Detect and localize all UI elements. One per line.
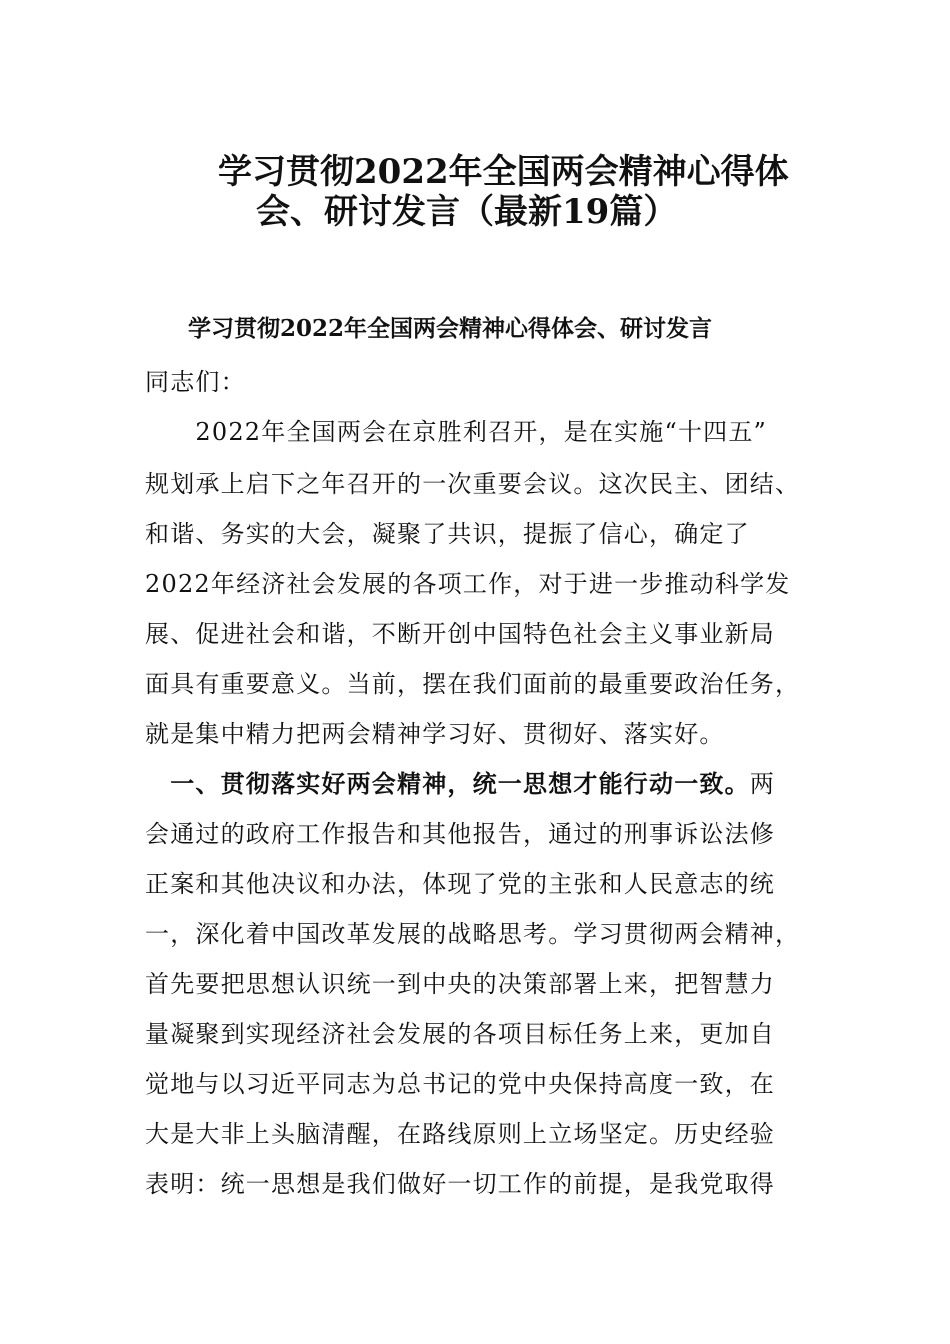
paragraph-1-line: 就是集中精力把两会精神学习好、贯彻好、落实好。 [145,720,725,748]
paragraph-1-line: 面具有重要意义。当前，摆在我们面前的最重要政治任务， [145,670,801,698]
paragraph-1-line: 2022年经济社会发展的各项工作，对于进一步推动科学发 [145,570,791,598]
paragraph-2-line: 正案和其他决议和办法，体现了党的主张和人民意志的统 [145,870,775,898]
section-subtitle: 学习贯彻2022年全国两会精神心得体会、研讨发言 [188,315,713,342]
title-line-1: 学习贯彻2022年全国两会精神心得体 [218,152,789,192]
paragraph-2-line: 一，深化着中国改革发展的战略思考。学习贯彻两会精神， [145,920,801,948]
paragraph-2-line: 觉地与以习近平同志为总书记的党中央保持高度一致，在 [145,1070,775,1098]
paragraph-1-line: 展、促进社会和谐，不断开创中国特色社会主义事业新局 [145,620,775,648]
paragraph-2-line: 首先要把思想认识统一到中央的决策部署上来，把智慧力 [145,970,775,998]
salutation: 同志们： [145,368,246,396]
paragraph-1-line: 规划承上启下之年召开的一次重要会议。这次民主、团结、 [145,470,801,498]
section-heading: 一、贯彻落实好两会精神，统一思想才能行动一致。 [145,769,750,798]
paragraph-1-line: 和谐、务实的大会，凝聚了共识，提振了信心，确定了 [145,520,750,548]
title-line-2: 会、研讨发言（最新19篇） [256,192,678,232]
paragraph-2-line: 大是大非上头脑清醒，在路线原则上立场坚定。历史经验 [145,1120,775,1148]
paragraph-1-line: 2022年全国两会在京胜利召开，是在实施“十四五” [145,418,768,446]
paragraph-2-first-line [145,764,775,799]
paragraph-2-start: 两 [749,770,776,798]
paragraph-2-line: 表明：统一思想是我们做好一切工作的前提，是我党取得 [145,1170,775,1198]
paragraph-2-line: 量凝聚到实现经济社会发展的各项目标任务上来，更加自 [145,1020,775,1048]
paragraph-2-line: 会通过的政府工作报告和其他报告，通过的刑事诉讼法修 [145,820,775,848]
